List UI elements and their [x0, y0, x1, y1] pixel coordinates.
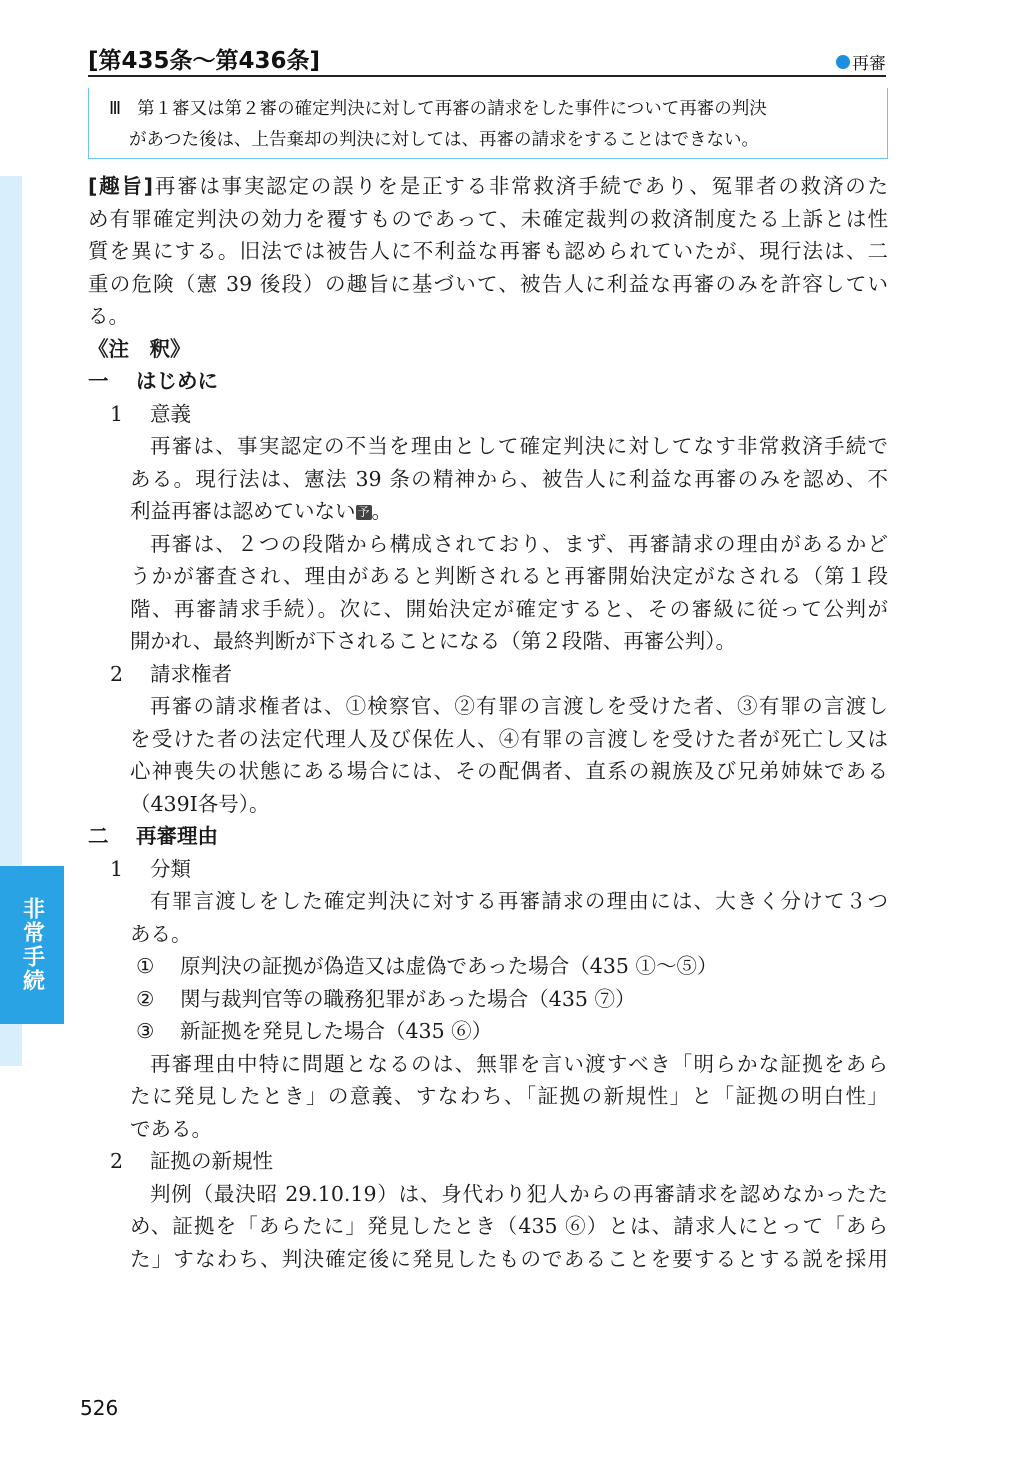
chushaku-title: 《注 釈》 [88, 336, 191, 361]
reason-list [88, 950, 888, 1048]
list-item: ② 関与裁判官等の職務犯罪があった場合（435 ⑦） [136, 986, 636, 1011]
yoshu-icon: 予 [357, 505, 370, 519]
subsection-heading-2-1: 1 分類 [110, 856, 191, 881]
paragraph: 再審は、２つの段階から構成されており、まず、再審請求の理由があるかど うかが審査され、理由があると判断されると再審開始決定がなされる（第１段 階、再審請求手続）。次に、開始決定が確定すると、その審級に従って公判が 開かれ、最終判断が下されることになる（第２段階、再審公判）。 [130, 531, 888, 653]
subsection-heading-2-2: 2 証拠の新規性 [110, 1149, 273, 1173]
section-heading-1: 一 はじめに [88, 369, 218, 393]
subsection-heading-1-1: 1 意義 [110, 401, 191, 426]
paragraph: 再審の請求権者は、①検察官、②有罪の言渡しを受けた者、③有罪の言渡し を受けた者の法定代理人及び保佐人、④有罪の言渡しを受けた者が死亡し又は 心神喪失の状態にある場合には、その配偶者、直系の親族及び兄弟姉妹である （439Ⅰ各号）。 [130, 694, 888, 816]
paragraph: 再審は、事実認定の不当を理由として確定判決に対してなす非常救済手続で ある。現行法は、憲法 39 条の精神から、被告人に利益な再審のみを認め、不 利益再審は認めていない 予。 [130, 434, 888, 523]
paragraph: 判例（最決昭 29.10.19）は、身代わり犯人からの再審請求を認めなかったた め、証拠を「あらたに」発見したとき（435 ⑥）とは、請求人にとって「あら た」すなわち、判決確定後に発見したものであることを要するとする説を採用 [130, 1181, 888, 1271]
section-range: [第435条〜第436条] [88, 48, 321, 74]
clause-line-1: Ⅲ 第１審又は第２審の確定判決に対して再審の請求をした事件について再審の判決 [109, 99, 767, 119]
section-heading-2: 二 再審理由 [88, 824, 218, 848]
paragraph: 再審理由中特に問題となるのは、無罪を言い渡すべき「明らかな証拠をあら たに発見したとき」の意義、すなわち、「証拠の新規性」と「証拠の明白性」 である。 [130, 1051, 888, 1141]
topic-label [836, 49, 886, 74]
shushi-label: [趣旨] [88, 174, 154, 198]
page-number: 526 [80, 1396, 119, 1420]
topic-text: 再審 [852, 54, 886, 74]
header-rule [88, 75, 886, 77]
shushi-paragraph: [趣旨]再審は事実認定の誤りを是正する非常救済手続であり、冤罪者の救済のた め有罪確定判決の効力を覆すものであって、未確定裁判の救済制度たる上訴とは性 質を異にする。旧法では被告人に不利益な再審も認められていたが、現行法は、二 重の危険（憲 39 後段）の趣旨に基づいて、被告人に利益な再審のみを許容してい る。 [88, 174, 888, 328]
main-body [88, 170, 888, 1275]
clause-line-2: があつた後は、上告棄却の判決に対しては、再審の請求をすることはできない。 [129, 130, 759, 150]
list-item: ① 原判決の証拠が偽造又は虚偽であった場合（435 ①〜⑤） [136, 954, 718, 978]
bullet-dot-icon [836, 55, 850, 69]
list-item: ③ 新証拠を発見した場合（435 ⑥） [136, 1019, 493, 1043]
side-tab-label: 非常手続 [19, 897, 45, 993]
paragraph: 有罪言渡しをした確定判決に対する再審請求の理由には、大きく分けて３つ ある。 [130, 889, 888, 946]
subsection-heading-1-2: 2 請求権者 [110, 661, 232, 686]
clause-box [88, 88, 888, 159]
clause-number: Ⅲ [109, 99, 122, 119]
side-tab [0, 866, 64, 1024]
